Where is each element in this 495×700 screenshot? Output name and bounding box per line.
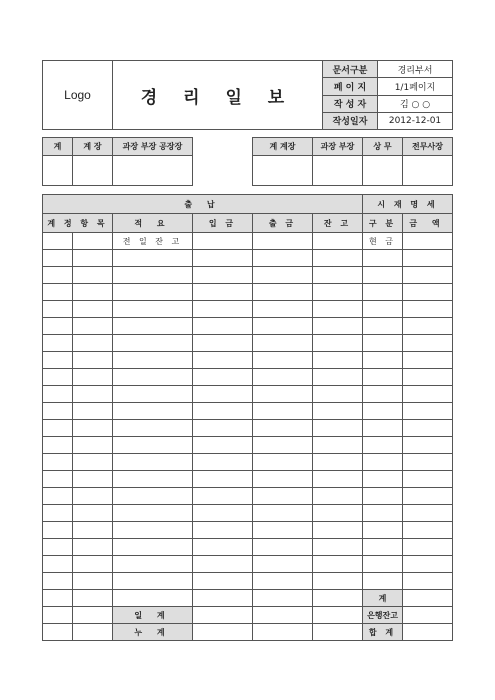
table-row: [43, 250, 453, 267]
doc-type-label: 문서구분: [323, 61, 378, 78]
table-cell[interactable]: [363, 573, 403, 590]
table-cell[interactable]: [113, 488, 193, 505]
table-cell[interactable]: [313, 420, 363, 437]
grand-total-label: 합 계: [363, 624, 403, 641]
table-cell[interactable]: [43, 420, 73, 437]
table-cell[interactable]: [43, 573, 73, 590]
table-cell[interactable]: [73, 420, 113, 437]
table-cell[interactable]: [113, 522, 193, 539]
approval-col-staff: 계: [43, 138, 73, 156]
col-account-item: 계 정 항 목: [43, 214, 113, 233]
table-cell[interactable]: [313, 352, 363, 369]
table-cell[interactable]: [403, 488, 453, 505]
table-cell[interactable]: [43, 233, 73, 250]
approval-box-right: [252, 137, 453, 186]
table-cell[interactable]: [313, 267, 363, 284]
table-cell[interactable]: [253, 420, 313, 437]
table-cell[interactable]: [193, 352, 253, 369]
table-cell[interactable]: [313, 471, 363, 488]
daily-total-label: 일 계: [113, 607, 193, 624]
signature-cell[interactable]: [253, 156, 313, 186]
table-cell[interactable]: [43, 488, 73, 505]
col-deposit: 입 금: [193, 214, 253, 233]
table-cell[interactable]: [193, 522, 253, 539]
table-row: [43, 335, 453, 352]
page-value: 1/1페이지: [378, 78, 453, 95]
table-cell[interactable]: [43, 505, 73, 522]
prev-day-balance-label: 전 일 잔 고: [113, 233, 193, 250]
table-row: [43, 488, 453, 505]
table-row: [43, 437, 453, 454]
table-cell[interactable]: [363, 318, 403, 335]
table-cell[interactable]: [73, 318, 113, 335]
table-cell[interactable]: [363, 352, 403, 369]
report-header: [42, 60, 453, 130]
table-cell[interactable]: [73, 250, 113, 267]
cash-type-cash: 현 금: [363, 233, 403, 250]
table-cell[interactable]: [403, 318, 453, 335]
cash-total-label: 계: [363, 590, 403, 607]
table-cell[interactable]: [403, 539, 453, 556]
table-cell[interactable]: [113, 301, 193, 318]
table-cell[interactable]: [403, 471, 453, 488]
signature-cell[interactable]: [363, 156, 403, 186]
table-cell[interactable]: [313, 522, 363, 539]
approval-col-director: 상 무: [363, 138, 403, 156]
table-cell[interactable]: [253, 335, 313, 352]
table-cell[interactable]: [363, 471, 403, 488]
table-cell[interactable]: [43, 267, 73, 284]
table-cell[interactable]: [313, 301, 363, 318]
table-cell[interactable]: [113, 573, 193, 590]
table-cell[interactable]: [313, 335, 363, 352]
approval-col-chief: 계 장: [73, 138, 113, 156]
table-cell[interactable]: [403, 607, 453, 624]
table-cell[interactable]: [253, 301, 313, 318]
table-cell[interactable]: [253, 505, 313, 522]
table-cell[interactable]: [73, 352, 113, 369]
table-cell[interactable]: [403, 454, 453, 471]
table-cell[interactable]: [253, 454, 313, 471]
col-amount: 금 액: [403, 214, 453, 233]
table-cell[interactable]: [253, 386, 313, 403]
table-cell[interactable]: [113, 369, 193, 386]
table-cell[interactable]: [253, 318, 313, 335]
table-row: [43, 352, 453, 369]
table-cell[interactable]: [403, 573, 453, 590]
table-cell[interactable]: [73, 573, 113, 590]
table-cell[interactable]: [73, 267, 113, 284]
table-cell[interactable]: [253, 233, 313, 250]
table-row: [43, 522, 453, 539]
table-cell[interactable]: [43, 471, 73, 488]
table-row: [43, 369, 453, 386]
table-cell[interactable]: [403, 590, 453, 607]
table-cell[interactable]: [363, 454, 403, 471]
table-cell[interactable]: [403, 233, 453, 250]
table-cell[interactable]: [43, 437, 73, 454]
table-cell[interactable]: [113, 352, 193, 369]
section-cash-flow: 출 납: [43, 195, 363, 214]
footer-row-daily: [43, 607, 453, 624]
table-row: [43, 471, 453, 488]
table-cell[interactable]: [313, 318, 363, 335]
table-cell[interactable]: [403, 250, 453, 267]
table-cell[interactable]: [43, 369, 73, 386]
table-cell[interactable]: [73, 522, 113, 539]
table-cell[interactable]: [193, 573, 253, 590]
table-cell[interactable]: [253, 522, 313, 539]
col-withdrawal: 출 금: [253, 214, 313, 233]
signature-cell[interactable]: [73, 156, 113, 186]
table-cell[interactable]: [113, 505, 193, 522]
table-cell[interactable]: [113, 335, 193, 352]
table-cell[interactable]: [43, 403, 73, 420]
table-cell[interactable]: [193, 471, 253, 488]
approval-col-executive: 전무사장: [403, 138, 453, 156]
table-cell[interactable]: [403, 369, 453, 386]
table-cell[interactable]: [363, 301, 403, 318]
table-cell[interactable]: [73, 437, 113, 454]
page-title: 경 리 일 보: [113, 61, 323, 130]
date-label: 작성일자: [323, 112, 378, 129]
table-cell[interactable]: [193, 369, 253, 386]
table-cell[interactable]: [73, 454, 113, 471]
table-cell[interactable]: [253, 352, 313, 369]
approval-col-section-dept: 과장 부장: [313, 138, 363, 156]
table-cell[interactable]: [363, 284, 403, 301]
table-cell[interactable]: [363, 437, 403, 454]
table-cell[interactable]: [363, 386, 403, 403]
approval-col-staff-chief: 계 계장: [253, 138, 313, 156]
table-cell[interactable]: [193, 488, 253, 505]
table-cell[interactable]: [43, 386, 73, 403]
table-row: [43, 573, 453, 590]
table-cell[interactable]: [43, 522, 73, 539]
section-cash-detail: 시 재 명 세: [363, 195, 453, 214]
table-cell[interactable]: [43, 352, 73, 369]
table-cell[interactable]: [363, 403, 403, 420]
signature-cell[interactable]: [403, 156, 453, 186]
page-label: 페 이 지: [323, 78, 378, 95]
table-cell[interactable]: [193, 250, 253, 267]
table-cell[interactable]: [113, 318, 193, 335]
table-cell[interactable]: [193, 505, 253, 522]
date-value: 2012-12-01: [378, 112, 453, 129]
table-cell[interactable]: [253, 624, 313, 641]
table-cell[interactable]: [253, 488, 313, 505]
table-cell[interactable]: [403, 624, 453, 641]
table-cell[interactable]: [193, 233, 253, 250]
table-cell[interactable]: [43, 539, 73, 556]
table-cell[interactable]: [43, 335, 73, 352]
col-cash-type: 구 분: [363, 214, 403, 233]
table-cell[interactable]: [313, 624, 363, 641]
table-cell[interactable]: [403, 267, 453, 284]
table-cell[interactable]: [113, 420, 193, 437]
table-cell[interactable]: [403, 505, 453, 522]
table-cell[interactable]: [113, 284, 193, 301]
logo: Logo: [43, 61, 113, 130]
table-cell[interactable]: [253, 369, 313, 386]
table-cell[interactable]: [313, 573, 363, 590]
table-row: [43, 284, 453, 301]
table-cell[interactable]: [193, 607, 253, 624]
table-cell[interactable]: [73, 335, 113, 352]
table-cell[interactable]: [193, 267, 253, 284]
table-cell[interactable]: [43, 454, 73, 471]
table-cell[interactable]: [193, 624, 253, 641]
bank-balance-label: 은행잔고: [363, 607, 403, 624]
table-cell[interactable]: [113, 454, 193, 471]
table-row: [43, 454, 453, 471]
table-cell[interactable]: [253, 250, 313, 267]
signature-cell[interactable]: [43, 156, 73, 186]
table-cell[interactable]: [403, 522, 453, 539]
table-cell[interactable]: [73, 505, 113, 522]
table-cell[interactable]: [253, 284, 313, 301]
table-cell[interactable]: [43, 284, 73, 301]
table-cell[interactable]: [73, 233, 113, 250]
table-row: [43, 301, 453, 318]
table-cell[interactable]: [43, 318, 73, 335]
table-cell[interactable]: [253, 437, 313, 454]
table-cell[interactable]: [363, 369, 403, 386]
table-cell[interactable]: [113, 437, 193, 454]
table-cell[interactable]: [253, 471, 313, 488]
table-row: [43, 233, 453, 250]
table-cell[interactable]: [73, 369, 113, 386]
table-cell[interactable]: [313, 607, 363, 624]
table-cell[interactable]: [313, 437, 363, 454]
table-cell[interactable]: [313, 454, 363, 471]
table-cell[interactable]: [403, 301, 453, 318]
table-cell[interactable]: [363, 267, 403, 284]
table-cell[interactable]: [73, 403, 113, 420]
table-cell[interactable]: [113, 267, 193, 284]
author-value: 김 ○ ○: [378, 95, 453, 112]
table-row: [43, 403, 453, 420]
table-cell[interactable]: [363, 522, 403, 539]
table-cell[interactable]: [403, 335, 453, 352]
table-cell[interactable]: [73, 539, 113, 556]
table-cell[interactable]: [193, 454, 253, 471]
cumulative-total-label: 누 계: [113, 624, 193, 641]
table-row: [43, 539, 453, 556]
table-cell[interactable]: [363, 250, 403, 267]
signature-cell[interactable]: [313, 156, 363, 186]
author-label: 작 성 자: [323, 95, 378, 112]
approval-box-left: [42, 137, 193, 186]
table-cell[interactable]: [363, 556, 403, 573]
table-cell[interactable]: [193, 284, 253, 301]
ledger-table: [42, 194, 453, 641]
table-row: [43, 318, 453, 335]
table-cell[interactable]: [403, 403, 453, 420]
table-cell[interactable]: [73, 301, 113, 318]
footer-row-cash-total: [43, 590, 453, 607]
table-cell[interactable]: [73, 471, 113, 488]
table-cell[interactable]: [253, 573, 313, 590]
table-row: [43, 386, 453, 403]
table-cell[interactable]: [73, 284, 113, 301]
table-cell[interactable]: [193, 335, 253, 352]
table-cell[interactable]: [73, 556, 113, 573]
table-cell[interactable]: [43, 556, 73, 573]
table-cell[interactable]: [313, 369, 363, 386]
table-cell[interactable]: [403, 420, 453, 437]
approval-col-managers: 과장 부장 공장장: [113, 138, 193, 156]
table-cell[interactable]: [113, 539, 193, 556]
table-cell[interactable]: [193, 556, 253, 573]
table-cell[interactable]: [403, 437, 453, 454]
table-cell[interactable]: [73, 488, 113, 505]
table-cell[interactable]: [193, 437, 253, 454]
table-cell[interactable]: [193, 386, 253, 403]
table-cell[interactable]: [113, 250, 193, 267]
table-cell[interactable]: [113, 386, 193, 403]
table-cell[interactable]: [363, 420, 403, 437]
table-cell[interactable]: [253, 539, 313, 556]
table-cell[interactable]: [193, 420, 253, 437]
table-cell[interactable]: [313, 284, 363, 301]
col-summary: 적 요: [113, 214, 193, 233]
table-cell[interactable]: [313, 539, 363, 556]
table-cell[interactable]: [193, 318, 253, 335]
table-cell[interactable]: [113, 556, 193, 573]
doc-type-value: 경리부서: [378, 61, 453, 78]
table-cell[interactable]: [113, 403, 193, 420]
table-cell[interactable]: [363, 335, 403, 352]
table-cell[interactable]: [193, 539, 253, 556]
table-cell[interactable]: [253, 607, 313, 624]
table-row: [43, 420, 453, 437]
table-cell[interactable]: [403, 284, 453, 301]
table-cell[interactable]: [403, 386, 453, 403]
table-cell[interactable]: [363, 488, 403, 505]
footer-row-cumulative: [43, 624, 453, 641]
table-cell[interactable]: [253, 556, 313, 573]
table-cell[interactable]: [253, 267, 313, 284]
table-cell[interactable]: [363, 539, 403, 556]
table-cell[interactable]: [193, 301, 253, 318]
table-cell[interactable]: [403, 352, 453, 369]
table-row: [43, 267, 453, 284]
signature-cell[interactable]: [113, 156, 193, 186]
table-row: [43, 505, 453, 522]
table-cell[interactable]: [313, 556, 363, 573]
table-cell[interactable]: [313, 403, 363, 420]
table-cell[interactable]: [113, 471, 193, 488]
table-cell[interactable]: [313, 488, 363, 505]
table-cell[interactable]: [313, 386, 363, 403]
table-cell[interactable]: [313, 233, 363, 250]
table-cell[interactable]: [43, 301, 73, 318]
table-cell[interactable]: [253, 403, 313, 420]
table-cell[interactable]: [193, 403, 253, 420]
table-cell[interactable]: [313, 250, 363, 267]
table-cell[interactable]: [403, 556, 453, 573]
table-row: [43, 556, 453, 573]
table-cell[interactable]: [363, 505, 403, 522]
table-cell[interactable]: [73, 386, 113, 403]
table-cell[interactable]: [43, 250, 73, 267]
col-balance: 잔 고: [313, 214, 363, 233]
table-cell[interactable]: [313, 505, 363, 522]
